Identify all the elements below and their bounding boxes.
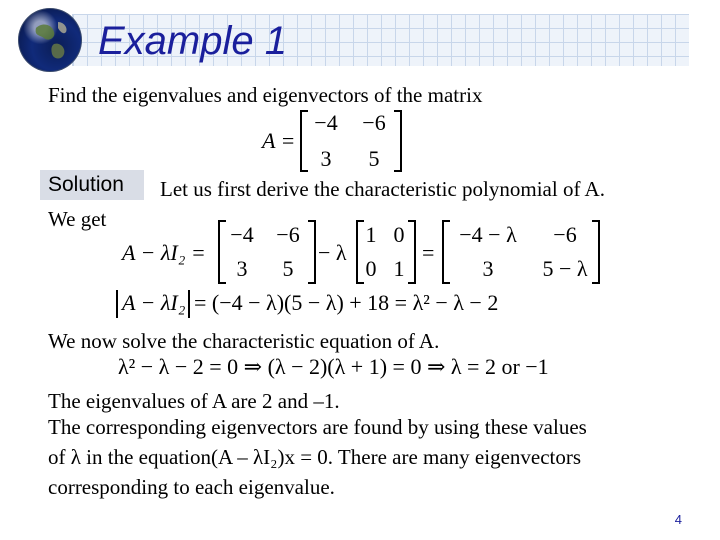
identity-cell: 1 <box>393 256 405 281</box>
conclusion-line: corresponding to each eigenvalue. <box>48 475 335 499</box>
characteristic-equation: λ² − λ − 2 = 0 ⇒ (λ − 2)(λ + 1) = 0 ⇒ λ = 2 or −1 <box>118 354 549 379</box>
identity-cell: 1 <box>365 222 377 247</box>
det-left-bar <box>116 290 118 318</box>
result-cell: 5 − λ <box>542 256 588 281</box>
matrix-a-cell: 3 <box>320 146 332 171</box>
result-cell: −6 <box>553 222 577 247</box>
eq1-lhs: A − λI₂ = <box>122 240 206 265</box>
equals-sign: = <box>422 240 435 265</box>
result-cell: 3 <box>482 256 494 281</box>
matrix-a-cell: 5 <box>368 146 380 171</box>
minus-lambda: − λ <box>318 240 347 265</box>
eq1-a-cell: −4 <box>230 222 254 247</box>
page-number: 4 <box>674 512 682 527</box>
identity-cell: 0 <box>365 256 377 281</box>
eq1-a-cell: 5 <box>282 256 294 281</box>
solution-text: Let us first derive the characteristic polynomial of A. <box>160 177 605 201</box>
problem-text: Find the eigenvalues and eigenvectors of the matrix <box>48 83 483 107</box>
conclusion-line: The eigenvalues of A are 2 and –1. <box>48 389 340 413</box>
matrix-a-cell: −6 <box>362 110 386 135</box>
det-lhs: A − λI₂ <box>122 290 186 315</box>
solve-text: We now solve the characteristic equation of A. <box>48 329 440 353</box>
identity-cell: 0 <box>393 222 405 247</box>
globe-icon <box>18 8 82 72</box>
conclusion-line: The corresponding eigenvectors are found by using these values <box>48 415 587 439</box>
we-get-text: We get <box>48 207 107 231</box>
eq1-a-cell: 3 <box>236 256 248 281</box>
matrix-def-lhs: A = <box>262 128 296 153</box>
matrix-a-cell: −4 <box>314 110 338 135</box>
solution-label: Solution <box>40 170 144 200</box>
det-rhs: = (−4 − λ)(5 − λ) + 18 = λ² − λ − 2 <box>194 290 499 315</box>
det-right-bar <box>188 290 190 318</box>
page-title: Example 1 <box>98 19 287 63</box>
conclusion-line: of λ in the equation(A – λI₂)x = 0. There are many eigenvectors <box>48 445 582 469</box>
result-cell: −4 − λ <box>459 222 517 247</box>
eq1-a-cell: −6 <box>276 222 300 247</box>
